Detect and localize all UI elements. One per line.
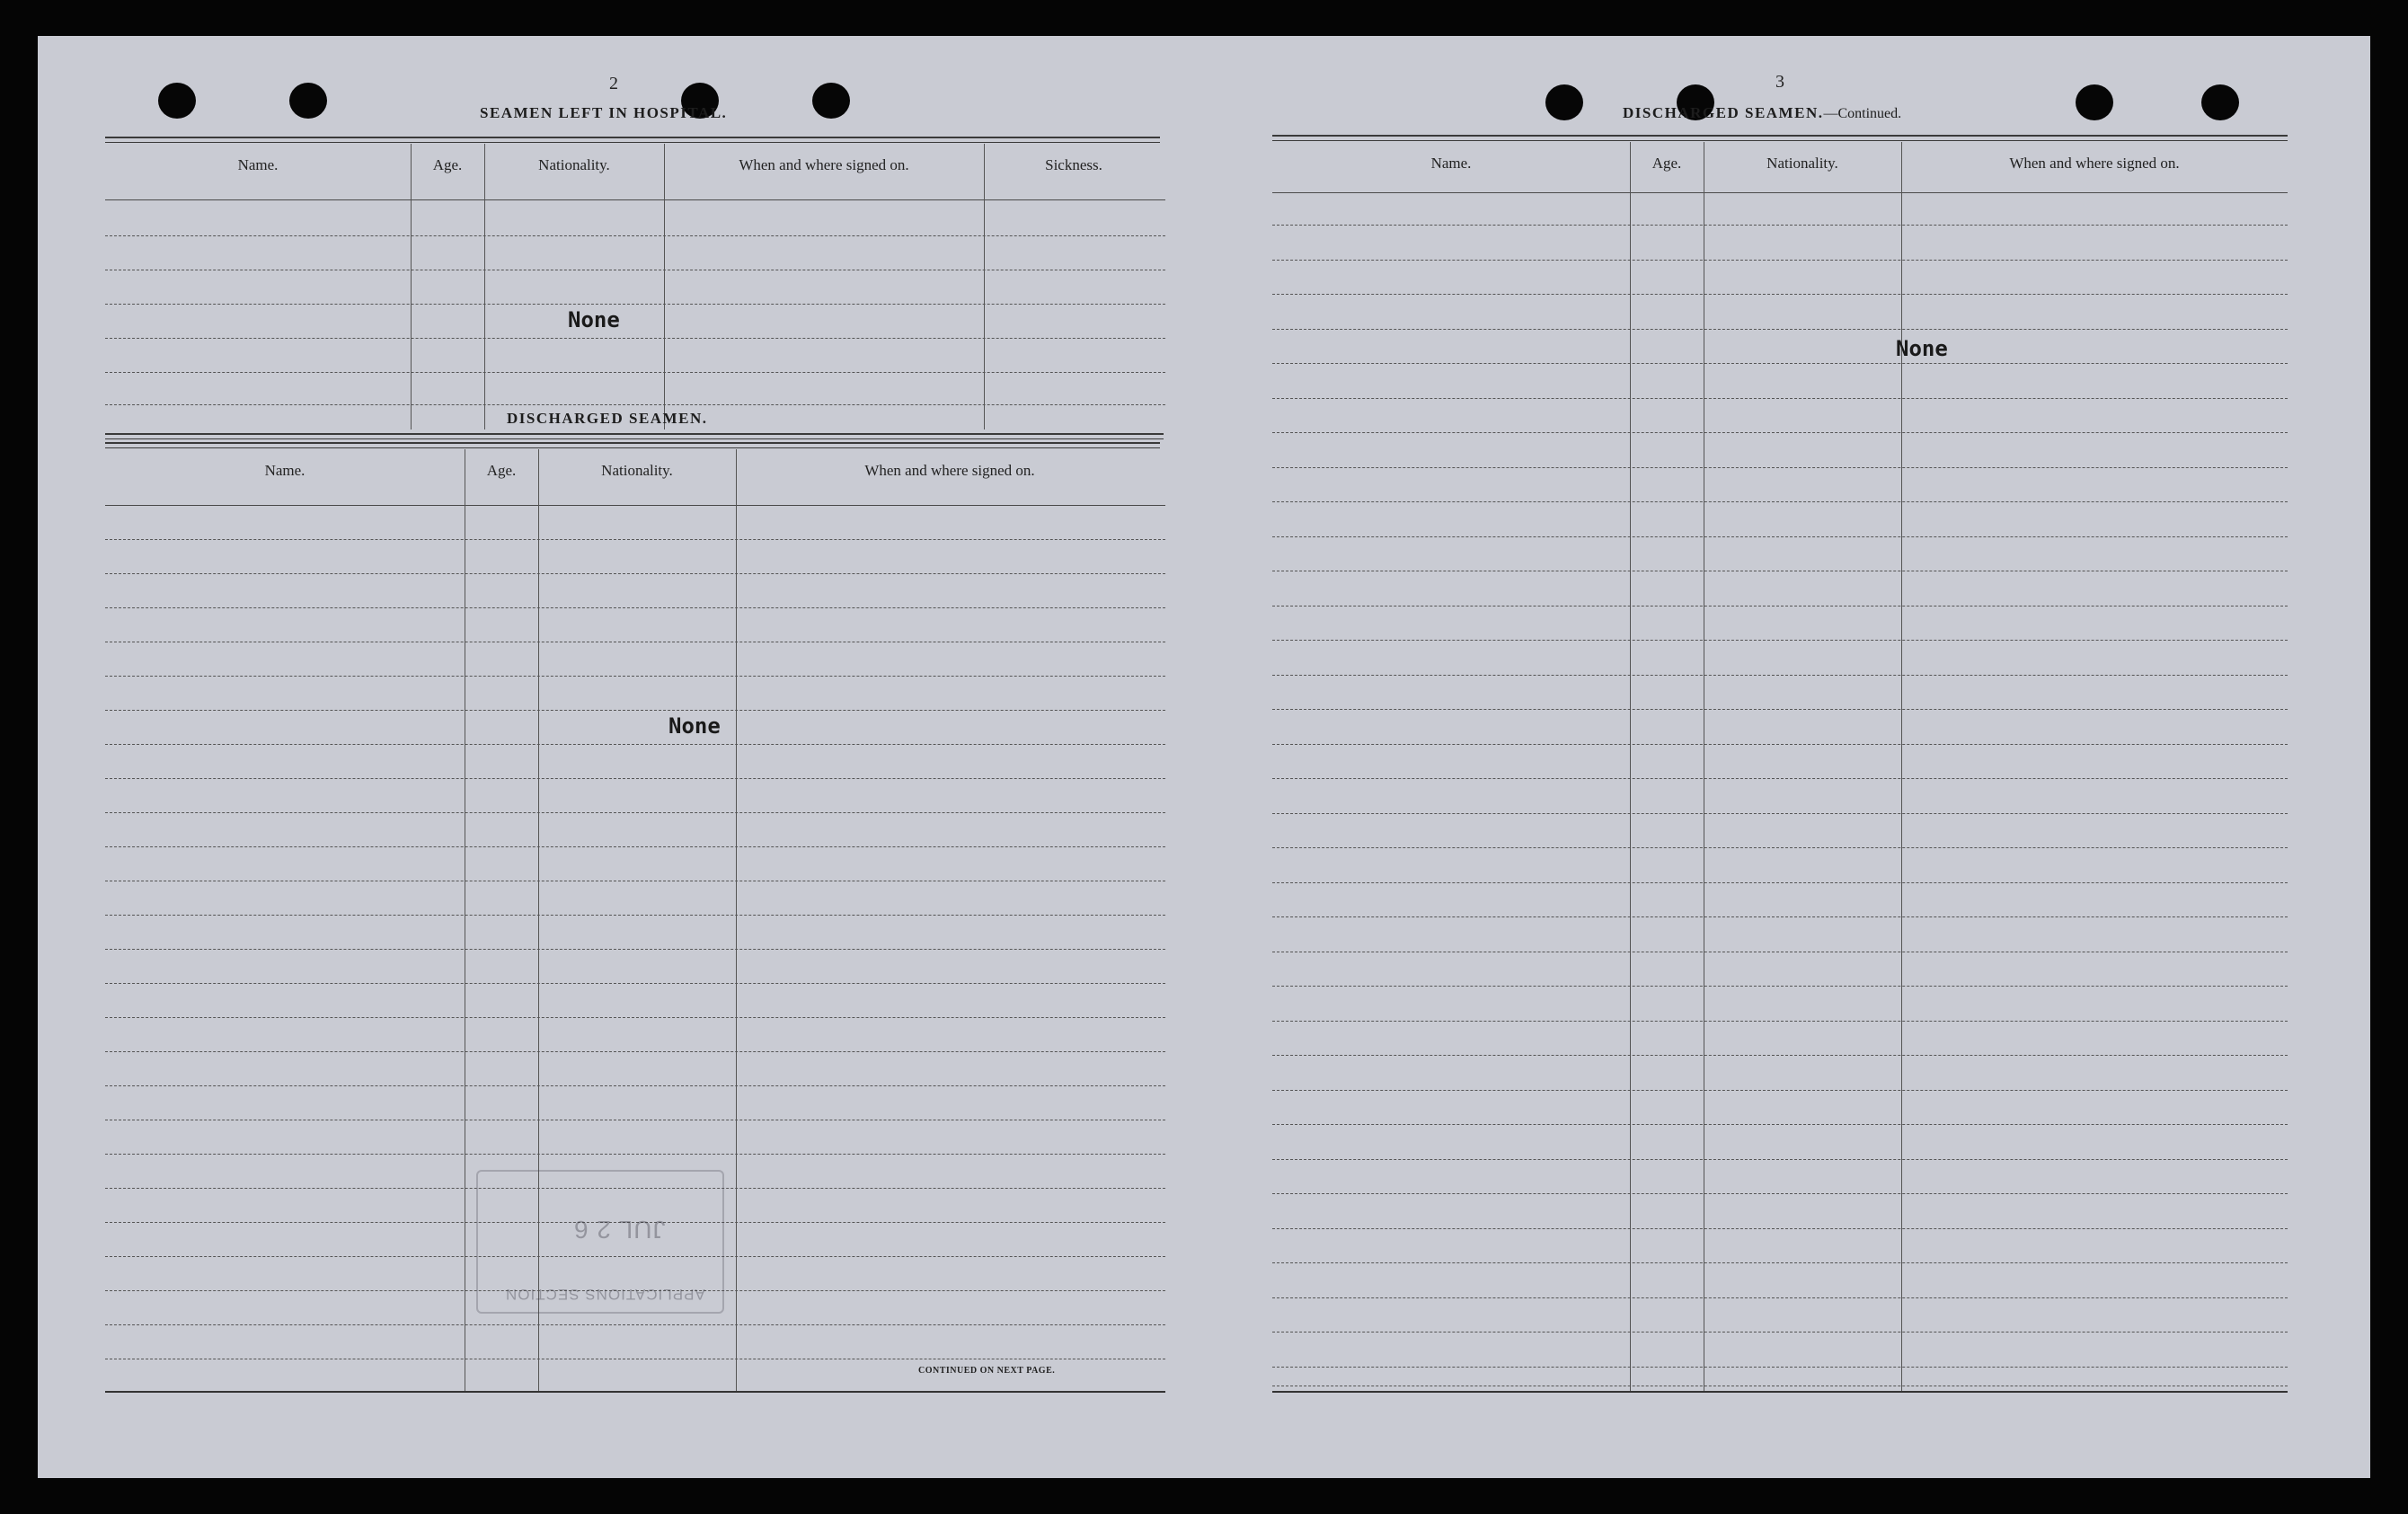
ruled-line xyxy=(1272,536,2288,537)
punch-hole xyxy=(2201,84,2239,120)
ruled-line xyxy=(1272,1228,2288,1229)
column-divider xyxy=(484,144,485,429)
column-divider xyxy=(1630,142,1631,1393)
ruled-line xyxy=(105,1051,1165,1052)
column-header-signed-on: When and where signed on. xyxy=(739,156,909,173)
ruled-line xyxy=(1272,916,2288,917)
ruled-line xyxy=(1272,1021,2288,1022)
hospital-section-title: SEAMEN LEFT IN HOSPITAL. xyxy=(480,104,728,121)
ruled-line xyxy=(1272,1090,2288,1091)
title-rule xyxy=(1272,135,2288,137)
ruled-line xyxy=(105,812,1165,813)
column-header-signed-on: When and where signed on. xyxy=(864,462,1035,479)
ruled-line xyxy=(105,846,1165,847)
ruled-line xyxy=(1272,432,2288,433)
ruled-line xyxy=(1272,813,2288,814)
ruled-line xyxy=(105,983,1165,984)
ruled-line xyxy=(1272,778,2288,779)
ruled-line xyxy=(105,1154,1165,1155)
table-bottom-rule xyxy=(1272,1391,2288,1393)
column-divider xyxy=(664,144,665,429)
column-header-nationality: Nationality. xyxy=(1766,155,1838,172)
ruled-line xyxy=(105,573,1165,574)
ruled-line xyxy=(105,404,1165,405)
discharged-continued-title xyxy=(1623,104,1901,122)
ruled-line xyxy=(1272,709,2288,710)
column-divider xyxy=(984,144,985,429)
stamp-date: JUL 2 6 xyxy=(573,1216,666,1244)
ruled-line xyxy=(1272,1159,2288,1160)
discharged-table-right xyxy=(1272,142,2288,1400)
title-text: DISCHARGED SEAMEN. xyxy=(1623,104,1824,121)
ruled-line xyxy=(105,304,1165,305)
ruled-line xyxy=(1272,1367,2288,1368)
page-number-right: 3 xyxy=(1775,72,1785,92)
column-header-nationality: Nationality. xyxy=(538,156,610,173)
ruled-line xyxy=(105,949,1165,950)
ruled-line xyxy=(105,744,1165,745)
title-rule xyxy=(105,442,1160,444)
ruled-line xyxy=(1272,744,2288,745)
ruled-line xyxy=(105,235,1165,236)
document-sheet xyxy=(38,36,2370,1478)
continued-note: CONTINUED ON NEXT PAGE. xyxy=(918,1366,1056,1376)
ruled-line xyxy=(1272,986,2288,987)
table-bottom-rule xyxy=(105,1391,1165,1393)
hospital-entry: None xyxy=(568,307,620,332)
column-header-sickness: Sickness. xyxy=(1045,156,1102,173)
ruled-line xyxy=(1272,260,2288,261)
ruled-line xyxy=(1272,225,2288,226)
ruled-line xyxy=(105,1324,1165,1325)
discharged-entry: None xyxy=(668,713,721,739)
column-divider xyxy=(736,449,737,1393)
column-header-age: Age. xyxy=(486,462,517,479)
discharged-section-title: DISCHARGED SEAMEN. xyxy=(507,410,708,427)
punch-hole xyxy=(812,83,850,119)
ruled-line xyxy=(1272,329,2288,330)
ruled-line xyxy=(1272,1124,2288,1125)
punch-hole xyxy=(1545,84,1583,120)
ruled-line xyxy=(1272,640,2288,641)
column-header-age: Age. xyxy=(432,156,463,173)
ruled-line xyxy=(1272,675,2288,676)
page-number-left: 2 xyxy=(609,74,619,93)
column-header-name: Name. xyxy=(264,462,305,479)
section-rule xyxy=(105,433,1164,435)
column-header-age: Age. xyxy=(1651,155,1682,172)
punch-hole xyxy=(158,83,196,119)
ruled-line xyxy=(1272,882,2288,883)
discharged-continued-entry: None xyxy=(1896,336,1948,361)
stamp-text: APPLICATIONS SECTION xyxy=(505,1286,705,1303)
column-header-nationality: Nationality. xyxy=(601,462,673,479)
ruled-line xyxy=(105,607,1165,608)
column-divider xyxy=(1901,142,1902,1393)
title-suffix: —Continued. xyxy=(1823,106,1902,121)
ruled-line xyxy=(105,338,1165,339)
ruled-line xyxy=(1272,847,2288,848)
ruled-line xyxy=(1272,398,2288,399)
ruled-line xyxy=(105,710,1165,711)
ruled-line xyxy=(105,372,1165,373)
column-header-name: Name. xyxy=(1430,155,1472,172)
column-header-signed-on: When and where signed on. xyxy=(2009,155,2180,172)
ruled-line xyxy=(1272,294,2288,295)
ruled-line xyxy=(1272,501,2288,502)
ruled-line xyxy=(1272,1055,2288,1056)
column-header-name: Name. xyxy=(237,156,279,173)
title-rule xyxy=(105,137,1160,138)
ruled-line xyxy=(1272,467,2288,468)
ruled-line xyxy=(1272,363,2288,364)
punch-hole xyxy=(289,83,327,119)
ruled-line xyxy=(105,915,1165,916)
ruled-line xyxy=(1272,1193,2288,1194)
ruled-line xyxy=(105,676,1165,677)
ruled-line xyxy=(105,539,1165,540)
ruled-line xyxy=(105,778,1165,779)
punch-hole xyxy=(2076,84,2113,120)
ruled-line xyxy=(105,1085,1165,1086)
column-divider xyxy=(411,144,412,429)
ruled-line xyxy=(105,1017,1165,1018)
ruled-line xyxy=(1272,1262,2288,1263)
hospital-table xyxy=(105,144,1165,431)
ruled-line xyxy=(1272,1297,2288,1298)
